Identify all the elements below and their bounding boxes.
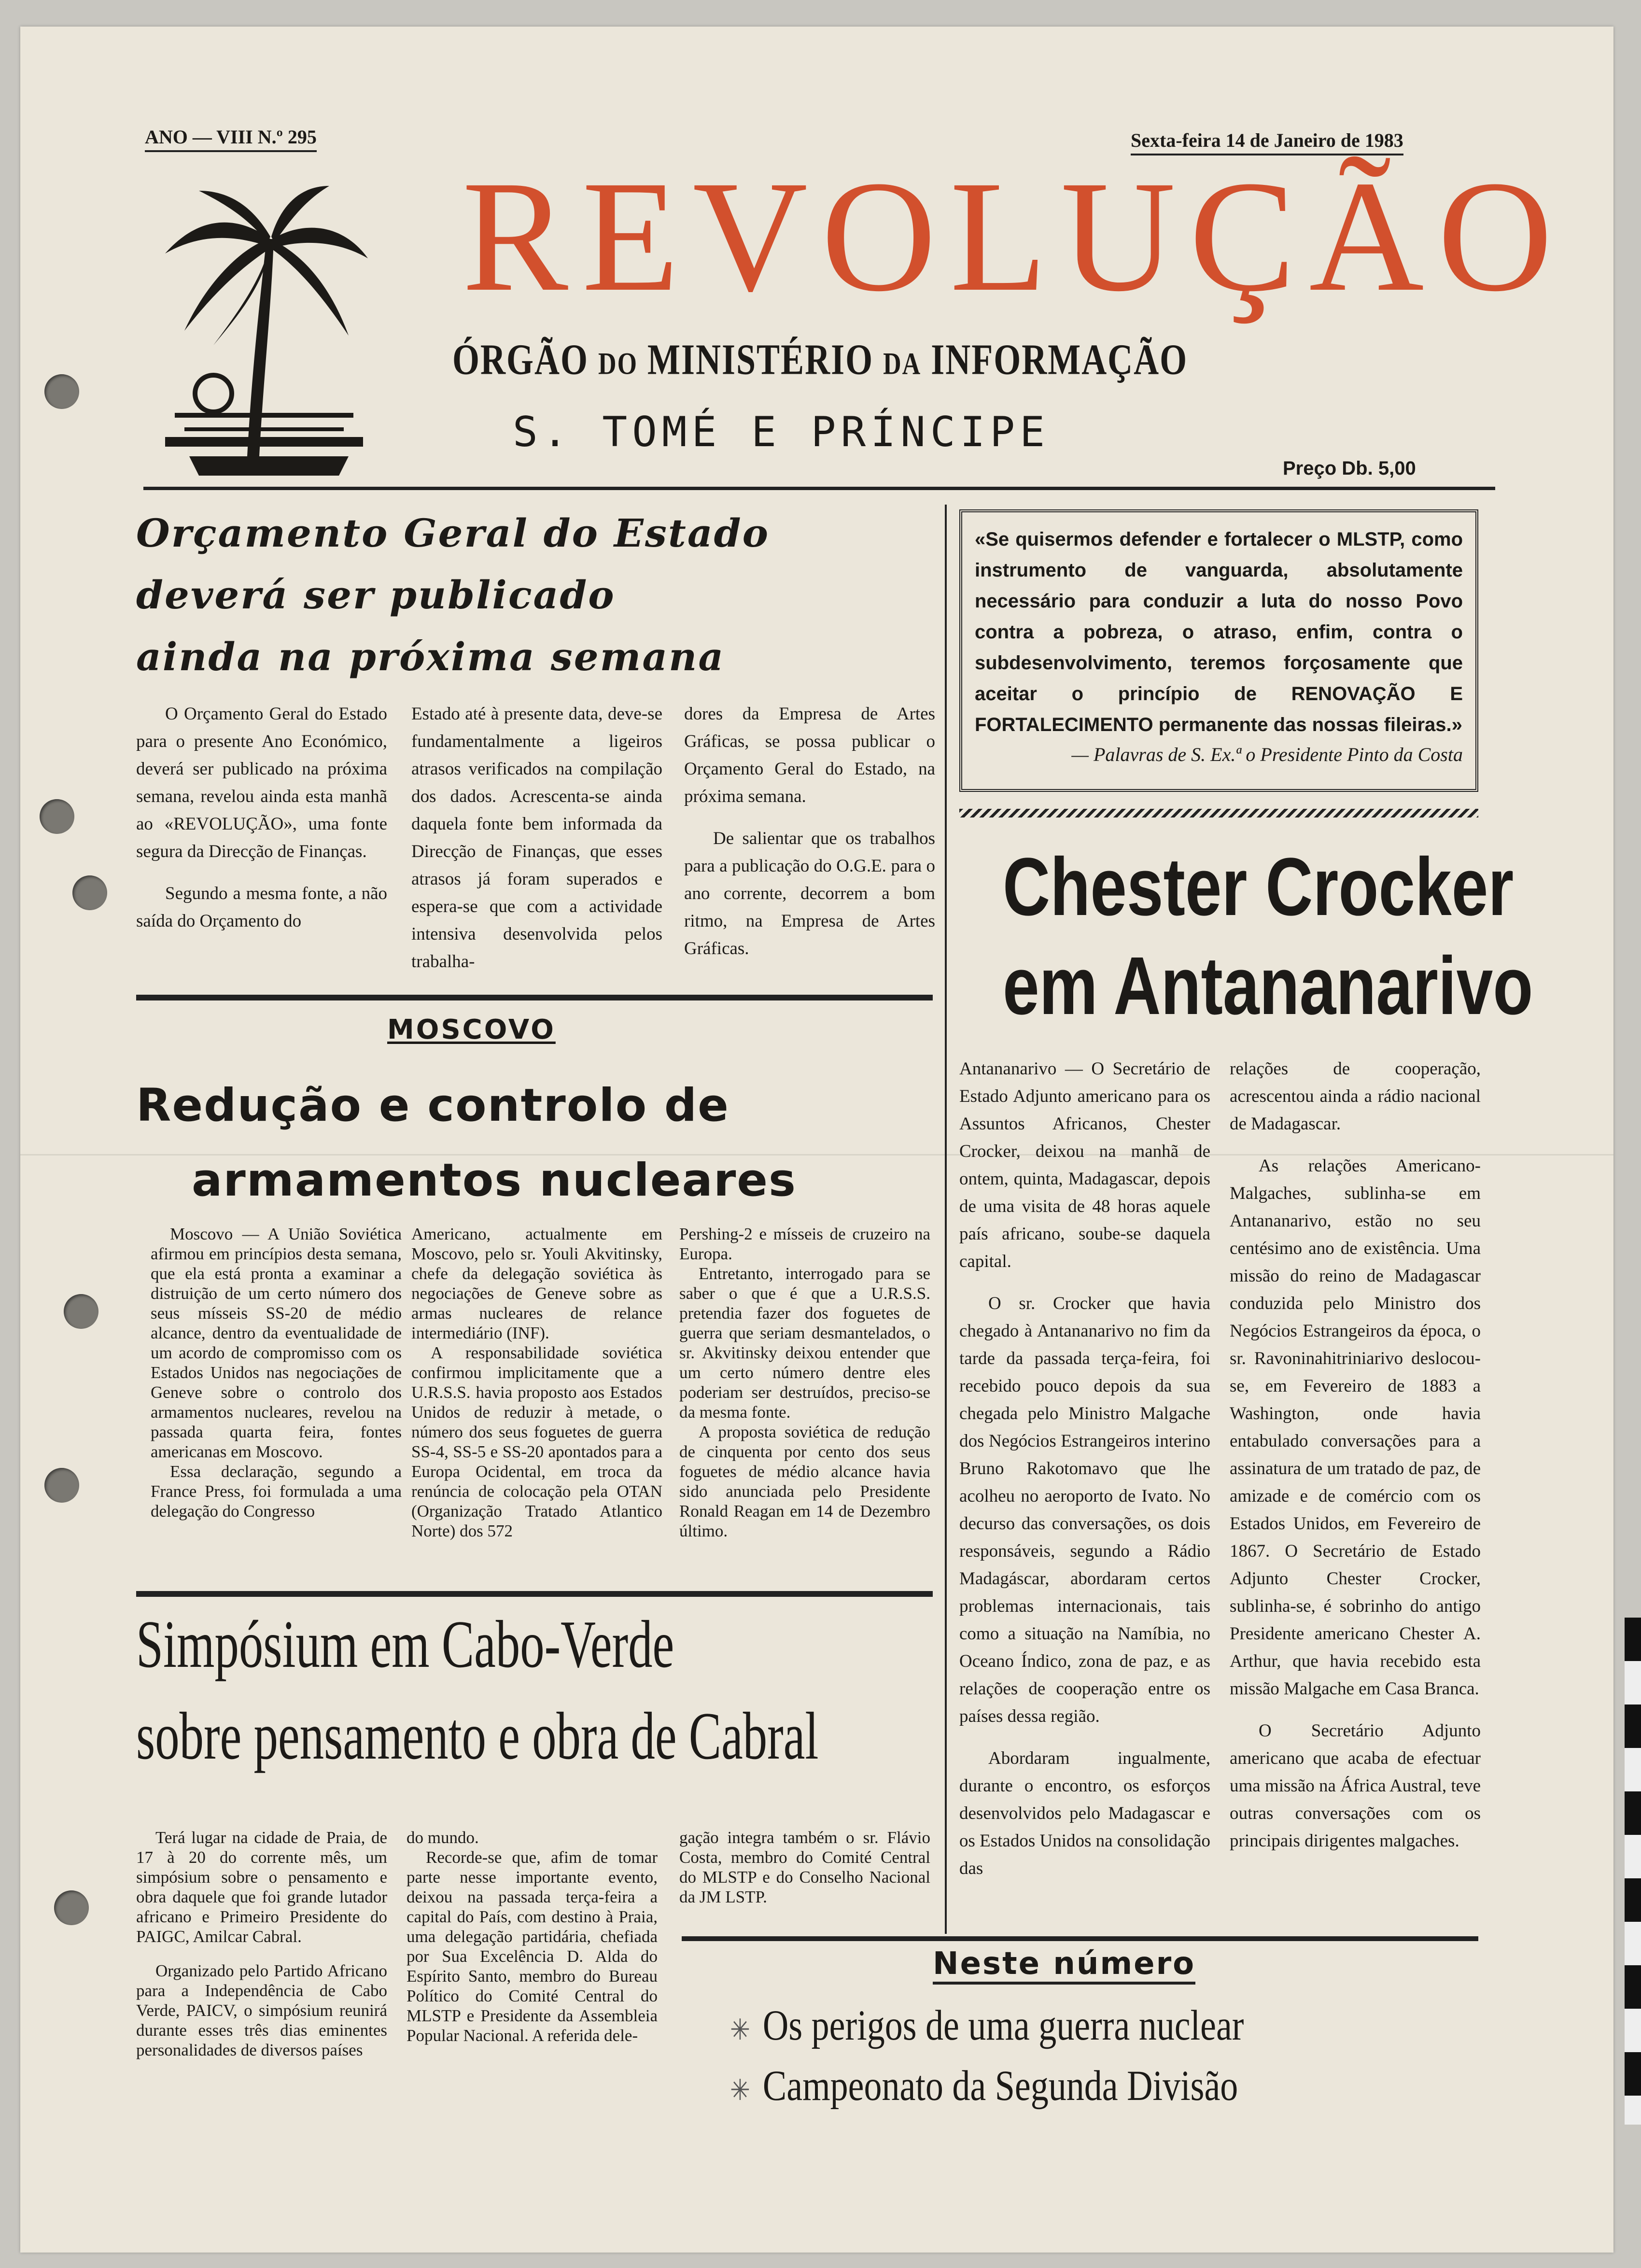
subtitle-word: DO — [598, 347, 638, 381]
paragraph: O sr. Crocker que havia chegado à Antananarivo no fim da tarde da passada terça-feira, foi recebido pouco depois da sua chegada pelo Ministro Malgache dos Negócios Estrangeiros interino Bruno Rakotomavo que lhe acolheu no aeroporto de Ivato. No decurso das conversações, os dois responsáveis, segundo a Rádio Madagáscar, abordaram certos problemas internacionais, tais como a situação na Namíbia, no Oceano Índico, zona de paz, e as relações de cooperação entre os países dessa região. — [959, 1294, 1210, 1726]
simposium-col-1 — [136, 1828, 387, 2060]
paragraph: Abordaram ingualmente, durante o encontro, os esforços desenvolvidos pelo Madagascar e os Estados Unidos na consolidação das — [959, 1748, 1210, 1878]
paragraph: Terá lugar na cidade de Praia, de 17 à 20 do corrente mês, um simpósium sobre o pensamento e obra daquele que foi grande lutador africano e Primeiro Presidente do PAIGC, Amilcar Cabral. — [136, 1828, 387, 1946]
orcamento-col-2 — [411, 700, 662, 990]
quote-attribution: — Palavras de S. Ex.ª o Presidente Pinto da Costa — [1071, 744, 1463, 765]
issue-number: ANO — VIII N.º 295 — [145, 126, 317, 152]
simposium-col-2 — [407, 1828, 658, 2045]
quote-text: «Se quisermos defender e fortalecer o MLSTP, como instrumento de vanguarda, absolutamente necessário para conduzir a luta do nosso Povo contra a pobreza, o atraso, enfim, contra o subdesenvolvimento, teremos forçosamente que aceitar o princípio de RENOVAÇÃO E FORTALECIMENTO permanente das nossas fileiras.» — [975, 529, 1463, 735]
punch-hole — [54, 1890, 89, 1925]
moscovo-headline-line: Redução e controlo de — [136, 1079, 729, 1132]
paragraph: Estado até à presente data, deve-se fundamentalmente a ligeiros atrasos verificados na compilação dos dados. Acrescenta-se ainda daquela fonte bem informada da Direcção de Finanças, que esses atrasos já foram superados e espera-se que com a actividade intensiva desenvolvida pelos trabalha- — [411, 704, 662, 972]
headline-line: em Antananarivo — [1003, 940, 1533, 1032]
punch-hole — [64, 1294, 98, 1329]
crocker-col-1 — [959, 1055, 1210, 1897]
headline-line: Orçamento Geral do Estado — [136, 510, 770, 556]
wavy-rule — [959, 809, 1478, 817]
paragraph: As relações Americano-Malgaches, sublinha-se em Antananarivo, estão no seu centésimo ano de existência. Uma missão do reino de Madagascar conduzida pelo Ministro dos Negócios Estrangeiros da época, o sr. Ravoninahitriniarivo deslocou-se, em Fevereiro de 1883 a Washington, onde havia entabulado conversações para a assinatura de um tratado de paz, de amizade e de comércio com os Estados Unidos, em Fevereiro de 1867. O Secretário de Estado Adjunto Chester Crocker, sublinha-se, é sobrinho do antigo Presidente americano Chester A. Arthur, que havia recebido esta missão Malgache em Casa Branca. — [1230, 1156, 1481, 1699]
section-rule — [136, 1591, 933, 1597]
paragraph: Segundo a mesma fonte, a não saída do Orçamento do — [136, 884, 387, 931]
price: Preço Db. 5,00 — [1283, 458, 1416, 479]
paragraph: A responsabilidade soviética confirmou implicitamente que a U.R.S.S. havia proposto aos Estados Unidos de reduzir à metade, o número dos seus foguetes de guerra SS-4, SS-5 e SS-20 apontados para a Europa Ocidental, em troca da renúncia de colocação pela OTAN (Organização Tratado Atlantico Norte) dos 572 — [411, 1343, 662, 1540]
simposium-headline-line: Simpósium em Cabo-Verde — [136, 1607, 674, 1682]
orcamento-col-1 — [136, 700, 387, 949]
neste-numero-item — [730, 2001, 1244, 2051]
crocker-headline — [1003, 838, 1533, 1036]
newspaper-page — [20, 27, 1613, 2253]
masthead-title: REVOLUÇÃO — [462, 148, 1566, 324]
moscovo-col-3 — [679, 1224, 930, 1541]
paragraph: Pershing-2 e mísseis de cruzeiro na Europa. — [679, 1225, 930, 1263]
subtitle-word: DA — [883, 347, 922, 381]
section-rule — [136, 995, 933, 1000]
moscovo-col-2 — [411, 1224, 662, 1541]
paragraph: Antananarivo — O Secretário de Estado Adjunto americano para os Assuntos Africanos, Chester Crocker, deixou na manhã de ontem, quinta, Madagascar, depois de uma visita de 48 horas aquele país africano, soube-se daquela capital. — [959, 1059, 1210, 1271]
simposium-col-3 — [679, 1828, 930, 1907]
item-label: Os perigos de uma guerra nuclear — [762, 2002, 1244, 2050]
paragraph: Moscovo — A União Soviética afirmou em princípios desta semana, que ela está pronta a examinar a distruição de um certo número dos seus mísseis SS-20 de médio alcance, dentro da eventualidade de um acordo de compromisso com os Estados Unidos nas negociações de Geneve sobre o controlo dos armamentos nucleares, revelou na passada quarta feira, fontes americanas em Moscovo. — [151, 1225, 402, 1461]
simposium-headline-line: sobre pensamento e obra de Cabral — [136, 1699, 819, 1774]
scale-strip — [1625, 1618, 1641, 2125]
orcamento-col-3 — [684, 700, 935, 977]
punch-hole — [44, 1468, 79, 1503]
paragraph: O Orçamento Geral do Estado para o presente Ano Económico, deverá ser publicado na próxima semana, revelou ainda esta manhã ao «REVOLUÇÃO», uma fonte segura da Direcção de Finanças. — [136, 704, 387, 861]
paragraph: do mundo. — [407, 1828, 479, 1847]
paragraph: Entretanto, interrogado para se saber o que é que a U.R.S.S. pretendia fazer dos foguetes de guerra que seriam desmantelados, o sr. Akvitinsky deixou entender que um certo número dentre eles poderiam ser destruídos, preciso-se da mesma fonte. — [679, 1264, 930, 1422]
paragraph: Americano, actualmente em Moscovo, pelo sr. Youli Akvitinsky, chefe da delegação soviética às negociações de Geneve sobre as armas nucleares de relance intermediário (INF). — [411, 1225, 662, 1342]
neste-numero-title: Neste número — [933, 1946, 1195, 1985]
paragraph: A proposta soviética de redução de cinquenta por cento dos seus foguetes de médio alcance havia sido anunciada pelo Presidente Ronald Reagan em 14 de Dezembro último. — [679, 1423, 930, 1540]
subtitle-word: INFORMAÇÃO — [931, 335, 1188, 384]
issue-date: Sexta-feira 14 de Janeiro de 1983 — [1131, 129, 1403, 155]
paragraph: Recorde-se que, afim de tomar parte nesse importante evento, deixou na passada terça-feira a capital do País, com destino à Praia, uma delegação partidária, chefiada por Sua Excelência D. Alda do Espírito Santo, membro do Bureau Político do Comité Central do MLSTP e Presidente da Assembleia Popular Nacional. A referida dele- — [407, 1848, 658, 2045]
punch-hole — [40, 799, 74, 834]
moscovo-kicker: MOSCOVO — [387, 1014, 556, 1045]
section-rule — [682, 1936, 1478, 1941]
headline-line: deverá ser publicado — [136, 572, 616, 618]
crocker-col-2 — [1230, 1055, 1481, 1869]
paragraph: Organizado pelo Partido Africano para a Independência de Cabo Verde, PAICV, o simpósium reunirá durante esses três dias eminentes personalidades de diversos países — [136, 1961, 387, 2059]
moscovo-headline-line: armamentos nucleares — [192, 1154, 797, 1207]
item-label: Campeonato da Segunda Divisão — [762, 2062, 1238, 2110]
masthead-country: S. TOMÉ E PRÍNCIPE — [513, 408, 1050, 456]
asterisk-icon: ✳ — [730, 2014, 750, 2046]
headline-line: Chester Crocker — [1003, 841, 1514, 933]
moscovo-col-1 — [151, 1224, 402, 1521]
column-divider — [945, 505, 947, 1934]
masthead-rule — [143, 487, 1495, 490]
punch-hole — [44, 374, 79, 409]
masthead-subtitle — [452, 335, 1188, 385]
headline-line: ainda na próxima semana — [136, 634, 725, 679]
paragraph: dores da Empresa de Artes Gráficas, se possa publicar o Orçamento Geral do Estado, na próxima semana. — [684, 704, 935, 806]
subtitle-word: ÓRGÃO — [452, 335, 589, 384]
neste-numero-item — [730, 2062, 1238, 2111]
punch-hole — [72, 875, 107, 910]
paragraph: gação integra também o sr. Flávio Costa, membro do Comité Central do MLSTP e do Conselho Nacional da JM LSTP. — [679, 1828, 930, 1906]
paragraph: O Secretário Adjunto americano que acaba de efectuar uma missão na África Austral, teve outras conversações com os principais dirigentes malgaches. — [1230, 1721, 1481, 1851]
quote-box — [959, 509, 1478, 792]
orcamento-headline — [136, 502, 933, 688]
subtitle-word: MINISTÉRIO — [647, 335, 874, 384]
asterisk-icon: ✳ — [730, 2074, 750, 2107]
paragraph: De salientar que os trabalhos para a publicação do O.G.E. para o ano corrente, decorrem a bom ritmo, na Empresa de Artes Gráficas. — [684, 829, 935, 958]
palm-tree-logo — [155, 186, 373, 485]
paragraph: Essa declaração, segundo a France Press, foi formulada a uma delegação do Congresso — [151, 1462, 402, 1521]
paragraph: relações de cooperação, acrescentou ainda a rádio nacional de Madagascar. — [1230, 1059, 1481, 1134]
